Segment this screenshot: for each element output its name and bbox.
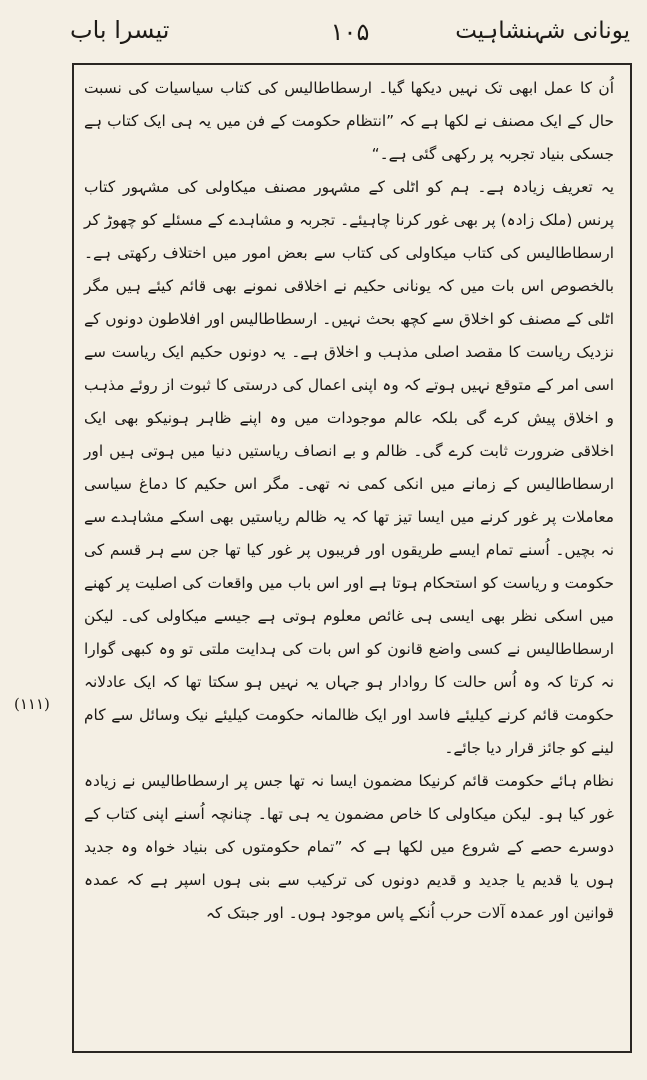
paragraph: یہ تعریف زیادہ ہے۔ ہم کو اٹلی کے مشہور مصنف میکاولی کی مشہور کتاب پرنس (ملک زادہ) پر بھی غور کرنا چاہیئے۔ تجربہ و مشاہدے کے مسئلے کو چھوڑ کر ارسطاطالیس کی کتاب میکاولی کی کتاب سے بعض امور میں اختلاف رکھتی ہے۔ بالخصوص اس بات میں کہ یونانی حکیم نے اخلاقی نمونے بھی قائم کیئے ہیں مگر اٹلی کے مصنف کو اخلاق سے کچھ بحث نہیں۔ ارسطاطالیس اور افلاطون دونوں کے نزدیک ریاست کا مقصد اصلی مذہب و اخلاق ہے۔ یہ دونوں حکیم ایک ریاست سے اسی امر کے متوقع نہیں ہوتے کہ وہ اپنی اعمال کی درستی کا ثبوت از روئے مذہب و اخلاق پیش کرے گی بلکہ عالم موجودات میں وہ اپنے ظاہر ہونیکو بھی ایک اخلاقی ضرورت ثابت کرے گی۔ ظالم و بے انصاف ریاستیں دنیا میں ہوتی ہیں اور ارسطاطالیس کے زمانے میں انکی کمی نہ تھی۔ مگر اس حکیم کا دماغ سیاسی معاملات پر غور کرنے میں ایسا تیز تھا کہ یہ ظالم ریاستیں بھی اسکے مشاہدے سے نہ بچیں۔ اُسنے تمام ایسے طریقوں اور فریبوں پر غور کیا تھا جن سے ہر قسم کی حکومت و ریاست کو استحکام ہوتا ہے اور اس باب میں واقعات کی اصلیت پر کھنے میں اسکی نظر بھی ایسی ہی غائص معلوم ہوتی ہے جیسے میکاولی کی۔ لیکن ارسطاطالیس نے کسی واضع قانون کو اس بات کی ہدایت ملتی تو وہ کبھی گوارا نہ کرتا کہ وہ اُس حالت کا روادار ہو جہاں یہ نہیں ہو سکتا تھا کہ ایک عادلانہ حکومت قائم کرنے کیلیئے فاسد اور ایک ظالمانہ حکومت کیلیئے نیک وسائل سے کام لینے کو جائز قرار دیا جائے۔: [84, 178, 614, 757]
paragraph: اُن کا عمل ابھی تک نہیں دیکھا گیا۔ ارسطاطالیس کی کتاب سیاسیات کی نسبت حال کے ایک مصنف نے لکھا ہے کہ ”انتظام حکومت کے فن میں یہ ہی ایک کتاب ہے جسکی بنیاد تجربہ پر رکھی گئی ہے۔“: [84, 79, 614, 163]
page-number: ۱۰۵: [330, 18, 370, 46]
margin-page-reference: (۱۱۱): [14, 695, 50, 713]
paragraph: نظام ہائے حکومت قائم کرنیکا مضمون ایسا نہ تھا جس پر ارسطاطالیس نے زیادہ غور کیا ہو۔ لیکن میکاولی کا خاص مضمون یہ ہی تھا۔ چنانچہ اُسنے اپنی کتاب کے دوسرے حصے کے شروع میں لکھا ہے کہ ”تمام حکومتوں کی بنیاد خواہ وہ جدید ہوں یا قدیم یا جدید و قدیم دونوں کی ترکیب سے بنی ہوں اسپر ہے کہ عمدہ قوانین اور عمدہ آلات حرب اُنکے پاس موجود ہوں۔ اور جبتک کہ: [84, 772, 614, 922]
body-text: [84, 72, 614, 930]
chapter-label: تیسرا باب: [70, 16, 170, 44]
page-header: [70, 12, 630, 60]
running-title: یونانی شہنشاہیت: [455, 18, 630, 44]
